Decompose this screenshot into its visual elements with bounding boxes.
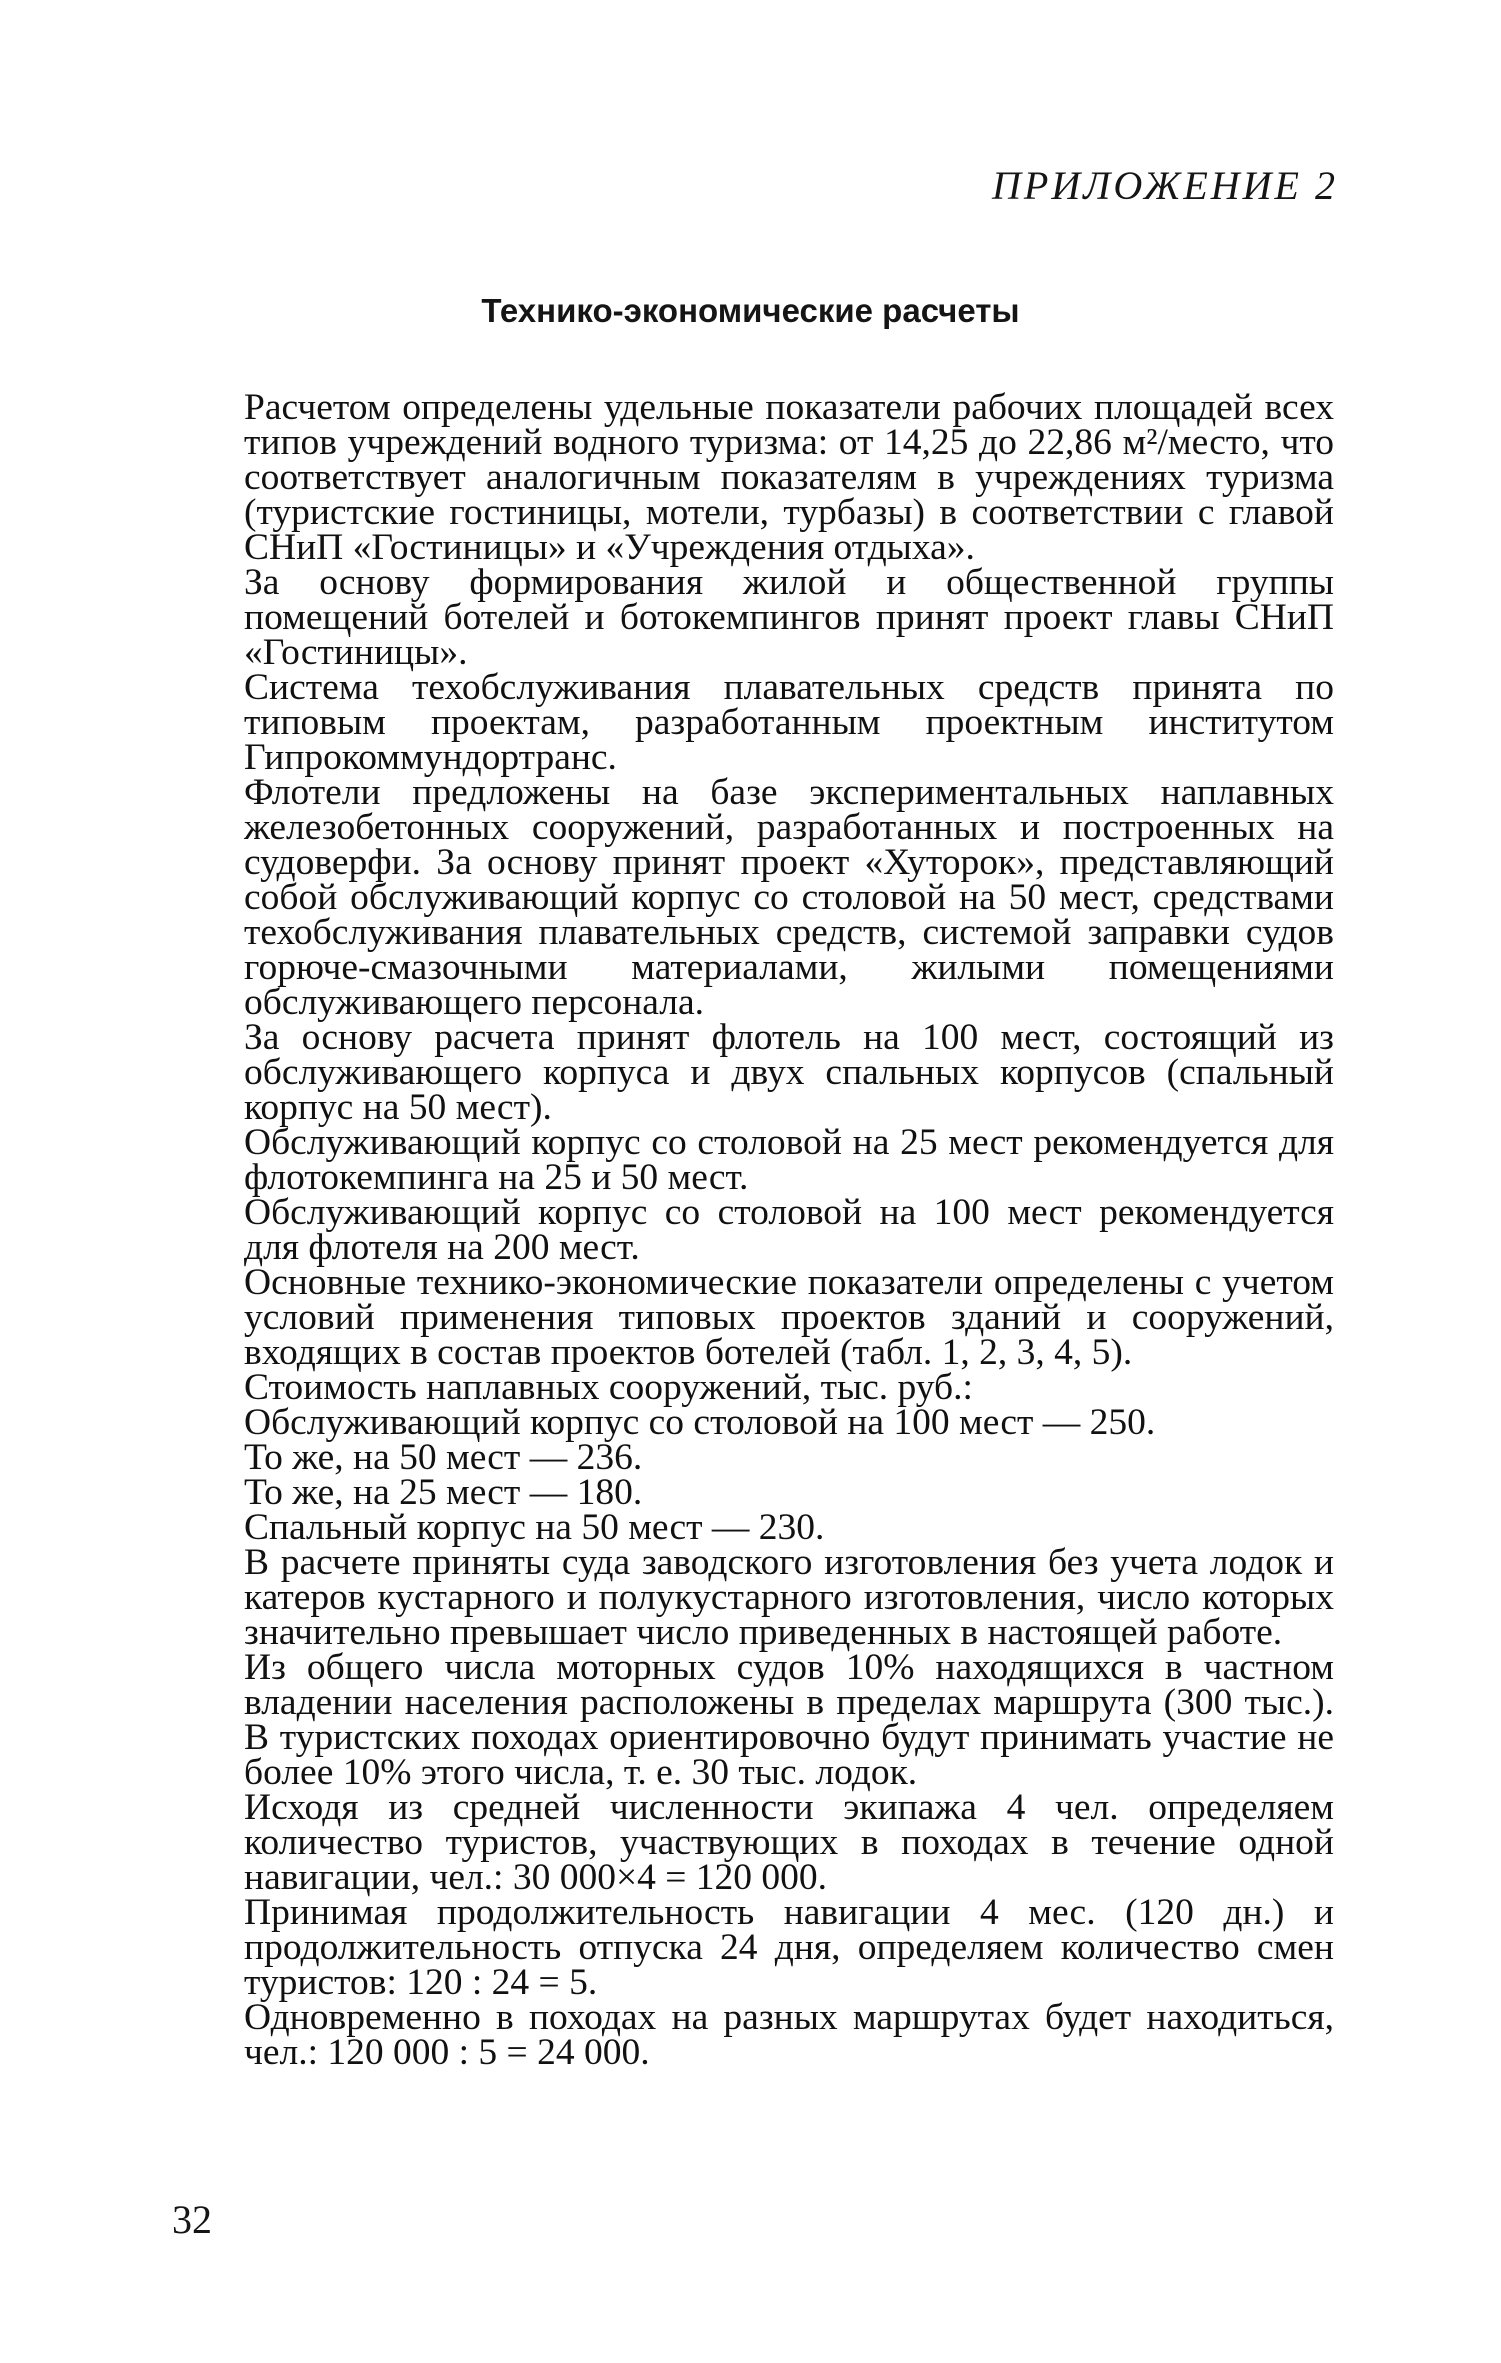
page-number: 32 (172, 2197, 212, 2242)
paragraph: Обслуживающий корпус со столовой на 100 мест — 250. (244, 1402, 1156, 1443)
paragraph: Исходя из средней численности экипажа 4 чел. определяем количество туристов, участвующих в походах в течение одной навигации, чел.: 30 000×4 = 120 000. (244, 1787, 1334, 1898)
paragraph: За основу расчета принят флотель на 100 мест, состоящий из обслуживающего корпуса и двух спальных корпусов (спальный корпус на 50 мест). (244, 1017, 1334, 1128)
paragraph: Стоимость наплавных сооружений, тыс. руб.: (244, 1367, 973, 1408)
paragraph: За основу формирования жилой и общественной группы помещений ботелей и ботокемпингов принят проект главы СНиП «Гостиницы». (244, 562, 1334, 673)
paragraph: В расчете приняты суда заводского изготовления без учета лодок и катеров кустарного и полукустарного изготовления, число которых значительно превышает число приведенных в настоящей работе. (244, 1542, 1334, 1653)
paragraph: Одновременно в походах на разных маршрутах будет находиться, чел.: 120 000 : 5 = 24 000. (244, 1997, 1334, 2073)
page-title: Технико-экономические расчеты (481, 292, 1020, 329)
paragraph: Расчетом определены удельные показатели рабочих площадей всех типов учреждений водного туризма: от 14,25 до 22,86 м²/место, что соответствует аналогичным показателям в учреждениях туризма (туристские гостиницы, мотели, турбазы) в соответствии с главой СНиП «Гостиницы» и «Учреждения отдыха». (244, 387, 1334, 568)
paragraph: Обслуживающий корпус со столовой на 100 мест рекомендуется для флотеля на 200 мест. (244, 1192, 1334, 1268)
paragraph: Основные технико-экономические показатели определены с учетом условий применения типовых проектов зданий и сооружений, входящих в состав проектов ботелей (табл. 1, 2, 3, 4, 5). (244, 1262, 1334, 1373)
body-text (244, 387, 1334, 2073)
paragraph: Обслуживающий корпус со столовой на 25 мест рекомендуется для флотокемпинга на 25 и 50 мест. (244, 1122, 1334, 1198)
paragraph: Принимая продолжительность навигации 4 мес. (120 дн.) и продолжительность отпуска 24 дня, определяем количество смен туристов: 120 : 24 = 5. (244, 1892, 1334, 2003)
paragraph: Флотели предложены на базе экспериментальных наплавных железобетонных сооружений, разработанных и построенных на судоверфи. За основу принят проект «Хуторок», представляющий собой обслуживающий корпус со столовой на 50 мест, средствами техобслуживания плавательных средств, системой заправки судов горюче-смазочными материалами, жилыми помещениями обслуживающего персонала. (244, 772, 1334, 1023)
paragraph: Из общего числа моторных судов 10% находящихся в частном владении населения расположены в пределах маршрута (300 тыс.). В туристских походах ориентировочно будут принимать участие не более 10% этого числа, т. е. 30 тыс. лодок. (244, 1647, 1334, 1793)
paragraph: То же, на 50 мест — 236. (244, 1437, 643, 1478)
paragraph: То же, на 25 мест — 180. (244, 1472, 643, 1513)
paragraph: Система техобслуживания плавательных средств принята по типовым проектам, разработанным проектным институтом Гипрокоммундортранс. (244, 667, 1334, 778)
paragraph: Спальный корпус на 50 мест — 230. (244, 1507, 825, 1548)
appendix-label: ПРИЛОЖЕНИЕ 2 (992, 163, 1338, 208)
